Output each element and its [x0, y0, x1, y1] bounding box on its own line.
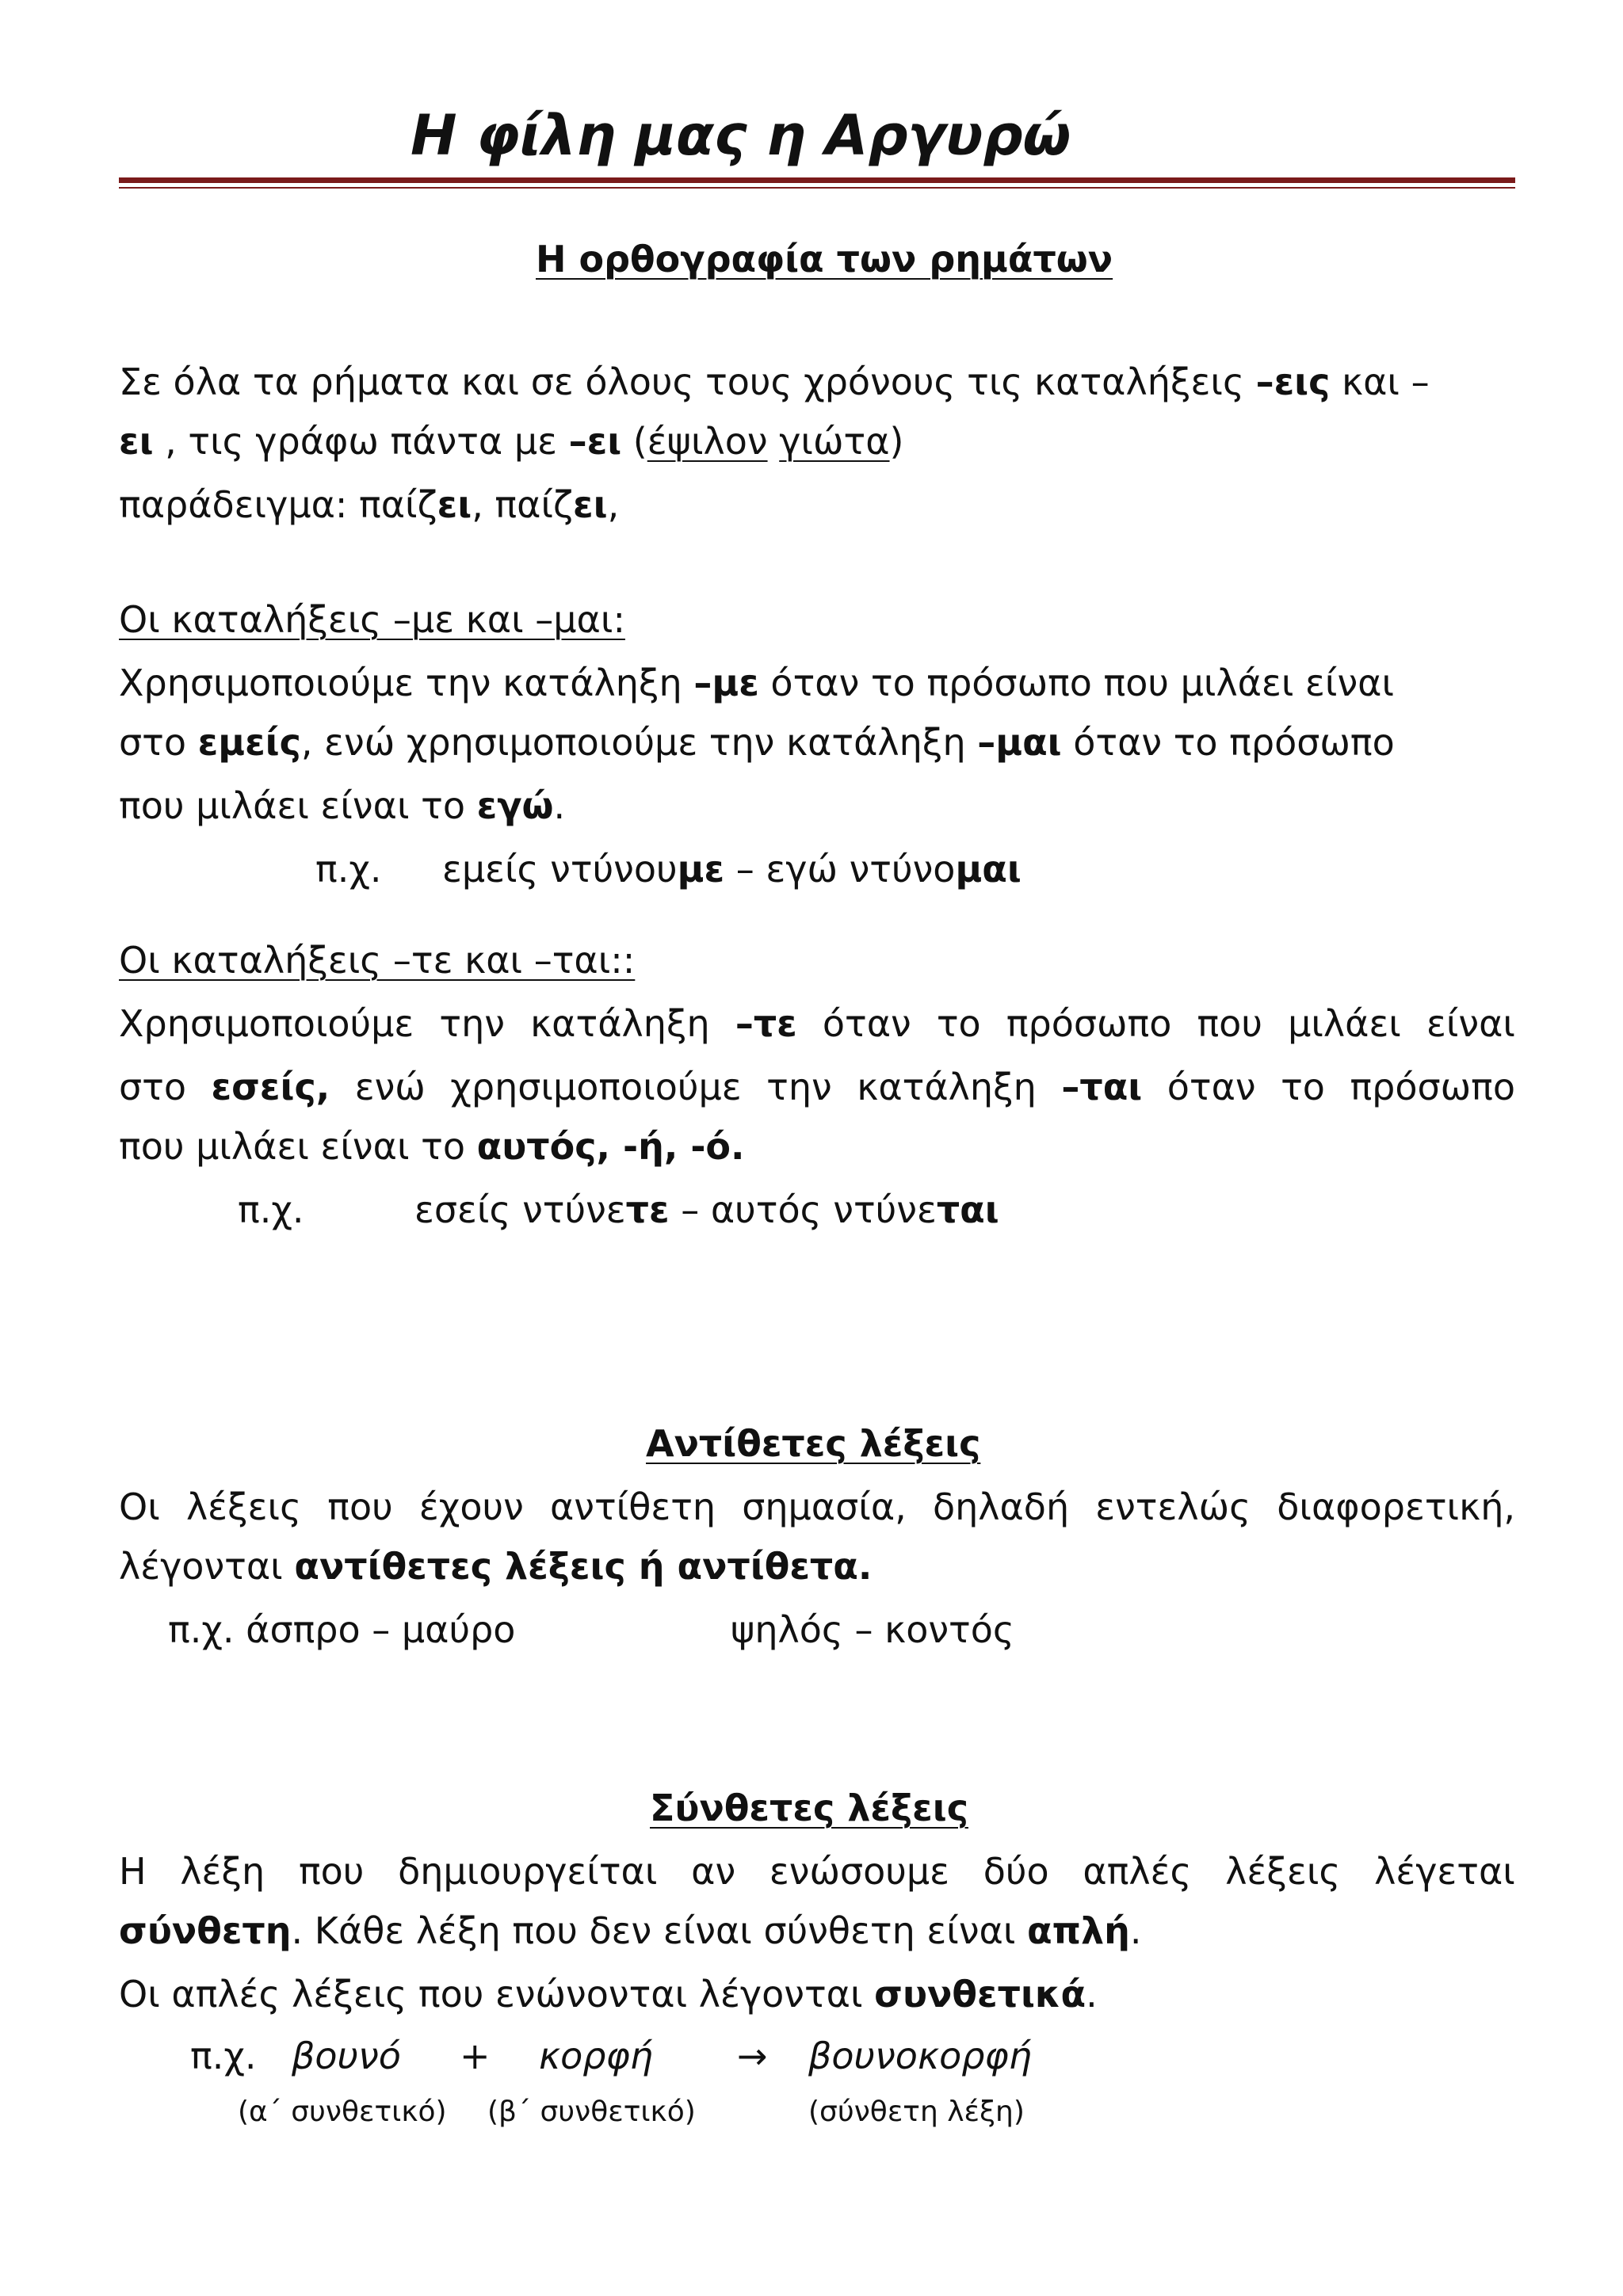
- te-tai-line2: στο εσείς, ενώ χρησιμοποιούμε την κατάληξη –ται όταν το πρόσωπο: [119, 1066, 1515, 1108]
- compound-example-label: π.χ.: [190, 2035, 257, 2077]
- me-mai-line1: Χρησιμοποιούμε την κατάληξη –με όταν το πρόσωπο που μιλάει είναι: [119, 662, 1395, 704]
- compound-line1: Η λέξη που δημιουργείται αν ενώσουμε δύο απλές λέξεις λέγεται: [119, 1850, 1515, 1893]
- me-mai-example: εμείς ντύνουμε – εγώ ντύνομαι: [442, 848, 1022, 891]
- section-heading-verb-spelling: Η ορθογραφία των ρημάτων: [536, 238, 1113, 280]
- compound-note-second: (β΄ συνθετικό): [487, 2096, 696, 2128]
- antonyms-line2: λέγονται αντίθετες λέξεις ή αντίθετα.: [119, 1545, 873, 1588]
- title-rule-thick: [119, 177, 1515, 183]
- me-mai-example-label: π.χ.: [315, 848, 382, 891]
- compound-example-word1: βουνό: [292, 2035, 401, 2077]
- section-heading-antonyms: Αντίθετες λέξεις: [646, 1422, 981, 1465]
- te-tai-example: εσείς ντύνετε – αυτός ντύνεται: [414, 1188, 999, 1231]
- te-tai-line1: Χρησιμοποιούμε την κατάληξη –τε όταν το πρόσωπο που μιλάει είναι: [119, 1002, 1515, 1045]
- arrow-right-icon: →: [737, 2035, 768, 2077]
- me-mai-line2: στο εμείς, ενώ χρησιμοποιούμε την κατάληξη –μαι όταν το πρόσωπο: [119, 721, 1395, 764]
- subheading-me-mai: Οι καταλήξεις –με και –μαι:: [119, 598, 625, 641]
- subheading-te-tai: Οι καταλήξεις –τε και –ται::: [119, 939, 636, 982]
- title-rule-thin: [119, 187, 1515, 189]
- page-title: Η φίλη μας η Αργυρώ: [411, 103, 1071, 168]
- te-tai-line3: που μιλάει είναι το αυτός, -ή, -ό.: [119, 1125, 745, 1168]
- antonyms-example2: ψηλός – κοντός: [731, 1608, 1014, 1651]
- compound-example-word2: κορφή: [539, 2035, 653, 2077]
- antonyms-line1: Οι λέξεις που έχουν αντίθετη σημασία, δηλαδή εντελώς διαφορετική,: [119, 1486, 1515, 1528]
- compound-example-word3: βουνοκορφή: [808, 2035, 1032, 2077]
- compound-example-plus: +: [460, 2035, 491, 2077]
- compound-note-result: (σύνθετη λέξη): [808, 2096, 1025, 2128]
- paragraph-verb-endings-line1: Σε όλα τα ρήματα και σε όλους τους χρόνους τις καταλήξεις –εις και –: [119, 360, 1430, 403]
- paragraph-verb-endings-line2: ει , τις γράφω πάντα με –ει (έψιλον γιώτα): [119, 420, 904, 463]
- antonyms-example1: π.χ. άσπρο – μαύρο: [168, 1608, 516, 1651]
- paragraph-verb-endings-example: παράδειγμα: παίζει, παίζει,: [119, 483, 620, 526]
- compound-note-first: (α΄ συνθετικό): [238, 2096, 447, 2128]
- compound-line2: σύνθετη. Κάθε λέξη που δεν είναι σύνθετη είναι απλή.: [119, 1909, 1142, 1952]
- section-heading-compound-words: Σύνθετες λέξεις: [650, 1787, 968, 1829]
- compound-line3: Οι απλές λέξεις που ενώνονται λέγονται συνθετικά.: [119, 1973, 1098, 2016]
- te-tai-example-label: π.χ.: [238, 1188, 304, 1231]
- me-mai-line3: που μιλάει είναι το εγώ.: [119, 784, 566, 827]
